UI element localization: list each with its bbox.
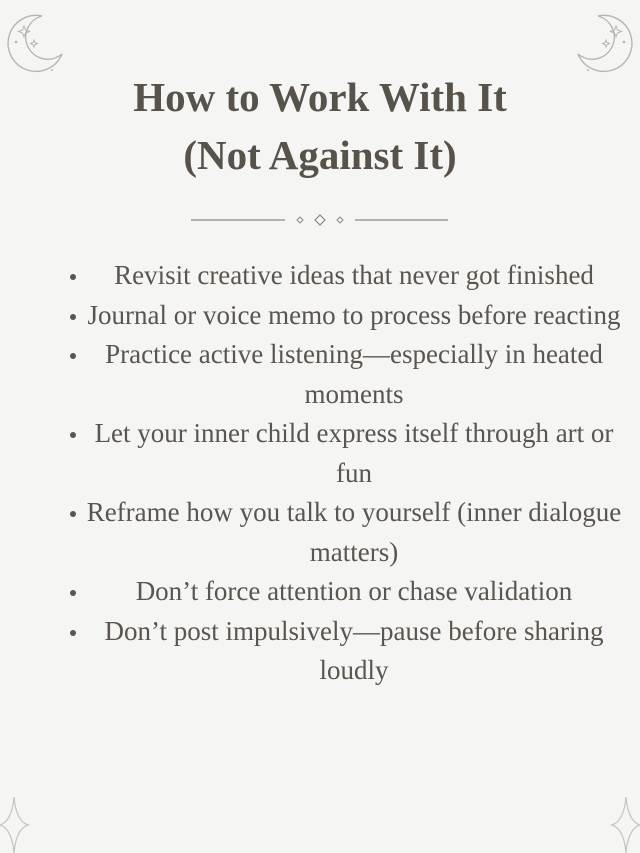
bullet-dot-icon	[70, 432, 76, 438]
list-item	[66, 493, 622, 572]
crescent-moon-icon	[572, 10, 636, 74]
list-item	[66, 572, 622, 612]
list-item	[66, 335, 622, 414]
crescent-moon-icon	[4, 10, 68, 74]
list-item	[66, 612, 622, 691]
bullet-dot-icon	[70, 274, 76, 280]
bullet-dot-icon	[70, 353, 76, 359]
bullet-dot-icon	[70, 511, 76, 517]
bullet-dot-icon	[70, 590, 76, 596]
list-item	[66, 296, 622, 336]
list-item-text: Reframe how you talk to yourself (inner dialogue matters)	[86, 497, 622, 567]
list-item-text: Don’t force attention or chase validation	[135, 576, 573, 606]
title-line-1: How to Work With It	[133, 74, 507, 120]
list-item	[66, 256, 622, 296]
list-item	[66, 414, 622, 493]
list-item-text: Practice active listening—especially in heated moments	[105, 339, 603, 409]
list-item-text: Let your inner child express itself through art or fun	[94, 418, 614, 488]
diamond-divider-icon	[0, 208, 640, 232]
title-line-2: (Not Against It)	[183, 132, 457, 178]
list-item-text: Don’t post impulsively—pause before sharing loudly	[104, 615, 604, 685]
list-item-text: Journal or voice memo to process before reacting	[87, 299, 621, 330]
bullet-dot-icon	[70, 314, 76, 320]
tips-list	[66, 256, 622, 691]
list-item-text: Revisit creative ideas that never got finished	[114, 260, 594, 290]
bullet-dot-icon	[70, 630, 76, 636]
page-title	[0, 68, 640, 184]
sparkle-icon	[0, 793, 32, 853]
sparkle-icon	[608, 793, 640, 853]
